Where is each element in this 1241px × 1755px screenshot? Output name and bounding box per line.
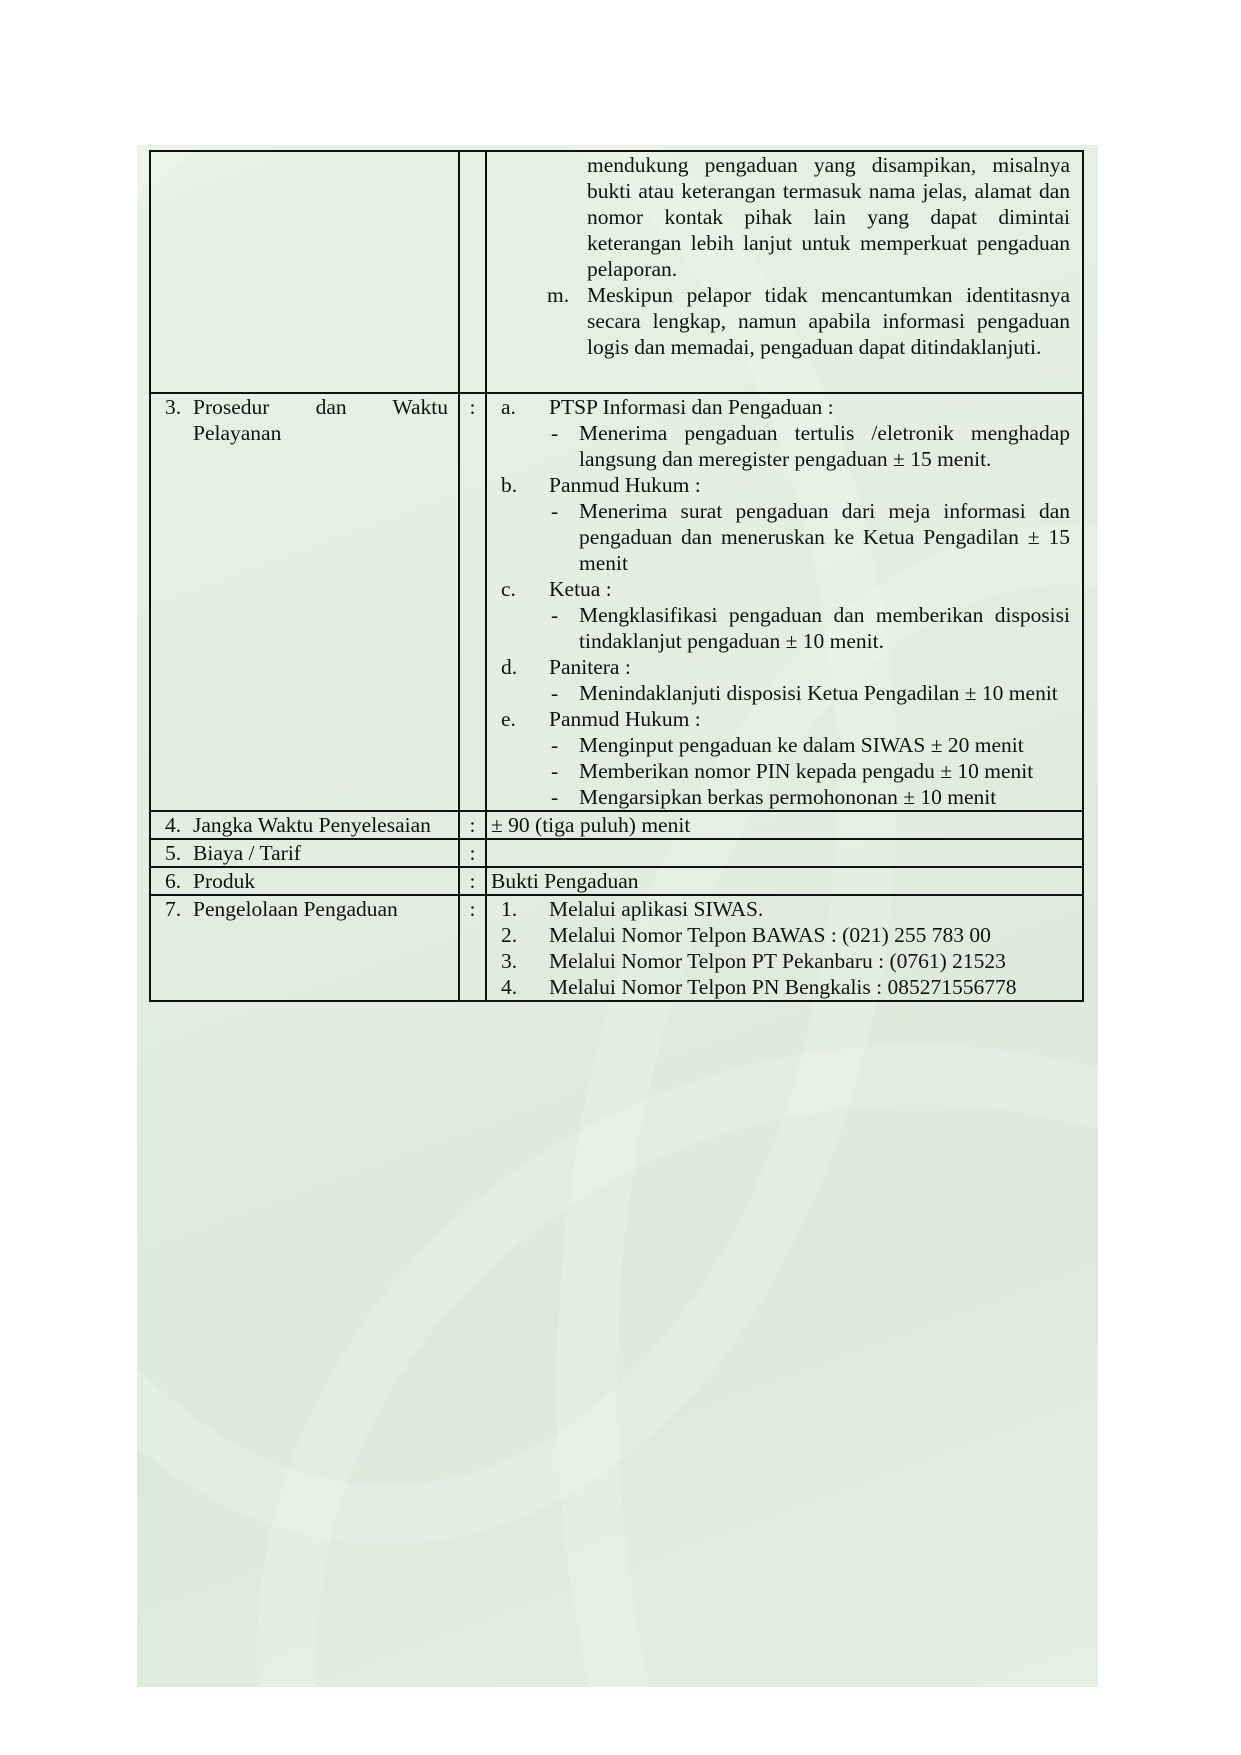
table-row-pengelolaan	[150, 895, 1083, 1001]
list-item-text: Meskipun pelapor tidak mencantumkan identitasnya secara lengkap, namun apabila informasi pengaduan logis dan memadai, pengaduan dapat ditindaklanjuti.	[587, 283, 1070, 359]
list-item-title: PTSP Informasi dan Pengaduan :	[549, 395, 834, 419]
list-item	[497, 896, 1070, 922]
table-row-produk	[150, 867, 1083, 895]
row-label: Prosedur dan Waktu Pelayanan	[193, 395, 448, 445]
dash-marker: -	[551, 785, 559, 809]
content-cell	[486, 811, 1083, 839]
row-number: 7.	[165, 897, 182, 921]
list-item-text: Melalui Nomor Telpon PN Bengkalis : 085271556778	[549, 975, 1017, 999]
row-label: Biaya / Tarif	[193, 841, 301, 865]
label-cell	[150, 867, 459, 895]
dash-marker: -	[551, 603, 559, 627]
list-item-text: Melalui Nomor Telpon PT Pekanbaru : (0761) 21523	[549, 949, 1006, 973]
list-marker: e.	[501, 707, 516, 731]
content-cell	[486, 151, 1083, 393]
list-item-a	[497, 394, 1070, 420]
colon-cell: :	[459, 895, 486, 1001]
label-cell	[150, 811, 459, 839]
label-cell	[150, 839, 459, 867]
sub-item-text: Menerima surat pengaduan dari meja informasi dan pengaduan dan meneruskan ke Ketua Pengadilan ± 15 menit	[579, 499, 1070, 575]
dash-marker: -	[551, 681, 559, 705]
list-marker: a.	[501, 395, 516, 419]
list-marker: 1.	[501, 897, 518, 921]
sub-item-text: Mengarsipkan berkas permohononan ± 10 menit	[579, 785, 997, 809]
sub-item	[497, 498, 1070, 576]
dash-marker: -	[551, 421, 559, 445]
sub-item-text: Memberikan nomor PIN kepada pengadu ± 10 menit	[579, 759, 1034, 783]
row-label: Jangka Waktu Penyelesaian	[193, 813, 431, 837]
row-number: 4.	[165, 813, 182, 837]
dash-marker: -	[551, 499, 559, 523]
sub-item	[497, 758, 1070, 784]
colon-cell	[459, 151, 486, 393]
list-item-title: Panitera :	[549, 655, 631, 679]
sub-item	[497, 784, 1070, 810]
content-cell	[486, 839, 1083, 867]
sub-item-text: Menindaklanjuti disposisi Ketua Pengadilan ± 10 menit	[579, 681, 1058, 705]
list-item-m	[497, 282, 1070, 360]
content-cell	[486, 867, 1083, 895]
row-value: ± 90 (tiga puluh) menit	[491, 813, 691, 837]
row-number: 3.	[165, 395, 182, 419]
row-number: 5.	[165, 841, 182, 865]
list-marker: d.	[501, 655, 518, 679]
row-label: Produk	[193, 869, 256, 893]
sub-item	[497, 680, 1070, 706]
dash-marker: -	[551, 733, 559, 757]
sub-item-text: Menginput pengaduan ke dalam SIWAS ± 20 menit	[579, 733, 1024, 757]
list-item-title: Panmud Hukum :	[549, 707, 701, 731]
list-item-text: Melalui Nomor Telpon BAWAS : (021) 255 783 00	[549, 923, 991, 947]
content-cell	[486, 393, 1083, 811]
list-item-title: Panmud Hukum :	[549, 473, 701, 497]
list-item	[497, 948, 1070, 974]
list-item-text: Melalui aplikasi SIWAS.	[549, 897, 764, 921]
row-value: Bukti Pengaduan	[491, 869, 639, 893]
list-item-c	[497, 576, 1070, 602]
sub-item-text: Menerima pengaduan tertulis /eletronik menghadap langsung dan meregister pengaduan ± 15 menit.	[579, 421, 1070, 471]
list-item	[497, 974, 1070, 1000]
continued-item-l-text: mendukung pengaduan yang disampikan, misalnya bukti atau keterangan termasuk nama jelas, alamat dan nomor kontak pihak lain yang dapat dimintai keterangan lebih lanjut untuk memperkuat pengaduan pelaporan.	[587, 153, 1070, 281]
colon-cell: :	[459, 393, 486, 811]
sub-item-text: Mengklasifikasi pengaduan dan memberikan disposisi tindaklanjut pengaduan ± 10 menit.	[579, 603, 1070, 653]
list-marker: 3.	[501, 949, 518, 973]
list-item-e	[497, 706, 1070, 732]
sub-item	[497, 732, 1070, 758]
colon-cell: :	[459, 811, 486, 839]
list-marker: b.	[501, 473, 518, 497]
list-marker: m.	[547, 283, 570, 307]
sub-item	[497, 420, 1070, 472]
list-item-b	[497, 472, 1070, 498]
list-marker: 2.	[501, 923, 518, 947]
table-row-jangka-waktu	[150, 811, 1083, 839]
list-item-d	[497, 654, 1070, 680]
table-row-prosedur	[150, 393, 1083, 811]
label-cell	[150, 895, 459, 1001]
row-number: 6.	[165, 869, 182, 893]
colon-cell: :	[459, 867, 486, 895]
row-label: Pengelolaan Pengaduan	[193, 897, 398, 921]
service-standard-table	[149, 150, 1084, 1002]
content-cell	[486, 895, 1083, 1001]
dash-marker: -	[551, 759, 559, 783]
list-marker: 4.	[501, 975, 518, 999]
colon-cell: :	[459, 839, 486, 867]
list-item-title: Ketua :	[549, 577, 612, 601]
label-cell	[150, 151, 459, 393]
label-cell	[150, 393, 459, 811]
sub-item	[497, 602, 1070, 654]
table-row-biaya	[150, 839, 1083, 867]
list-item	[497, 922, 1070, 948]
list-marker: c.	[501, 577, 516, 601]
table-row-continuation	[150, 151, 1083, 393]
